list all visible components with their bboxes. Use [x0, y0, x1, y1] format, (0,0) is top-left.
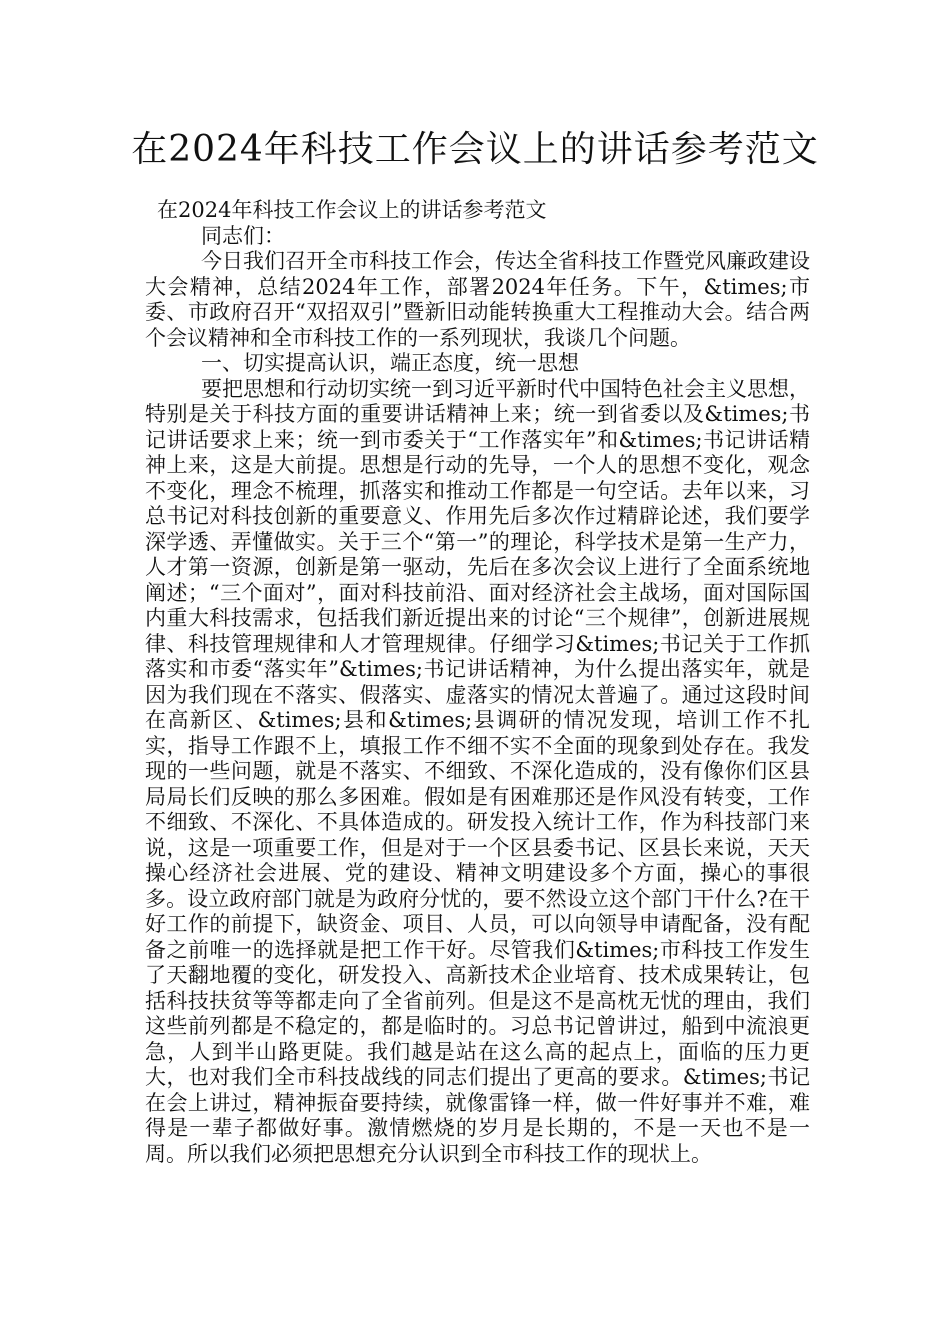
section-paragraph: 要把思想和行动切实统一到习近平新时代中国特色社会主义思想，特别是关于科技方面的重要讲话精神上来；统一到省委以及&times;书记讲话要求上来；统一到市委关于“工作落实年”和&times;书记讲话精神上来，这是大前提。思想是行动的先导，一个人的思想不变化，观念不变化，理念不梳理，抓落实和推动工作都是一句空话。去年以来，习总书记对科技创新的重要意义、作用先后多次作过精辟论述，我们要学深学透、弄懂做实。关于三个“第一”的理论，科学技术是第一生产力，人才第一资源，创新是第一驱动，先后在多次会议上进行了全面系统地阐述；“三个面对”，面对科技前沿、面对经济社会主战场，面对国际国内重大科技需求，包括我们新近提出来的讨论“三个规律”，创新进展规律、科技管理规律和人才管理规律。仔细学习&times;书记关于工作抓落实和市委“落实年”&times;书记讲话精神，为什么提出落实年，就是因为我们现在不落实、假落实、虚落实的情况太普遍了。通过这段时间在高新区、&times;县和&times;县调研的情况发现，培训工作不扎实，指导工作跟不上，填报工作不细不实不全面的现象到处存在。我发现的一些问题，就是不落实、不细致、不深化造成的，没有像你们区县局局长们反映的那么多困难。假如是有困难那还是作风没有转变，工作不细致、不深化、不具体造成的。研发投入统计工作，作为科技部门来说，这是一项重要工作，但是对于一个区县委书记、区县长来说，天天操心经济社会进展、党的建设、精神文明建设多个方面，操心的事很多。设立政府部门就是为政府分忧的，要不然设立这个部门干什么?在干好工作的前提下，缺资金、项目、人员，可以向领导申请配备，没有配备之前唯一的选择就是把工作干好。尽管我们&times;市科技工作发生了天翻地覆的变化，研发投入、高新技术企业培育、技术成果转让，包括科技扶贫等等都走向了全省前列。但是这不是高枕无忧的理由，我们这些前列都是不稳定的，都是临时的。习总书记曾讲过，船到中流浪更急，人到半山路更陡。我们越是站在这么高的起点上，面临的压力更大，也对我们全市科技战线的同志们提出了更高的要求。&times;书记在会上讲过，精神振奋要持续，就像雷锋一样，做一件好事并不难，难得是一辈子都做好事。激情燃烧的岁月是长期的，不是一天也不是一周。所以我们必须把思想充分认识到全市科技工作的现状上。	[145, 376, 810, 1166]
document-body	[145, 198, 810, 1167]
salutation: 同志们：	[201, 223, 285, 248]
document-subtitle: 在2024年科技工作会议上的讲话参考范文	[157, 198, 547, 222]
intro-paragraph: 今日我们召开全市科技工作会，传达全省科技工作暨党风廉政建设大会精神，总结2024年工作，部署2024年任务。下午，&times;市委、市政府召开“双招双引”暨新旧动能转换重大工程推动大会。结合两个会议精神和全市科技工作的一系列现状，我谈几个问题。	[145, 249, 810, 350]
document-title: 在2024年科技工作会议上的讲话参考范文	[131, 129, 819, 170]
section-heading: 一、切实提高认识，端正态度，统一思想	[201, 351, 579, 375]
